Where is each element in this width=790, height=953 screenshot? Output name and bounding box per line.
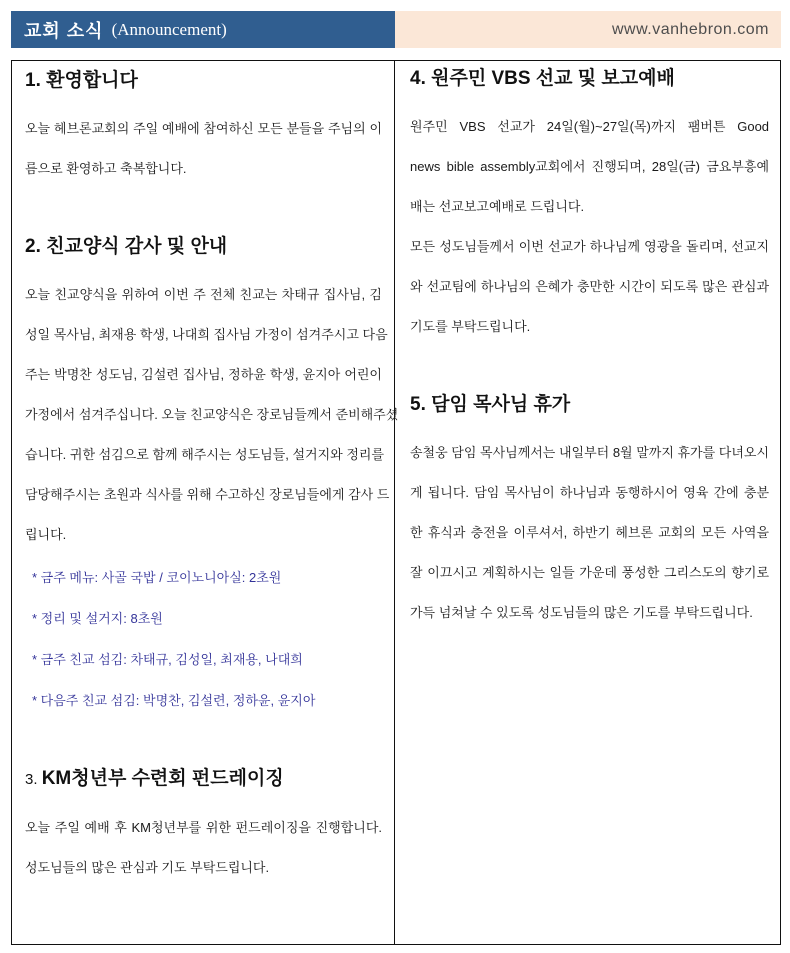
header-bar <box>11 11 781 48</box>
section-title: 1. 환영합니다 <box>25 70 138 91</box>
body-line: 모든 성도님들께서 이번 선교가 하나님께 영광을 돌리며, 선교지 <box>410 239 770 254</box>
body-line: 원주민 VBS 선교가 24일(월)~27일(목)까지 팸버튼 Good <box>410 119 770 134</box>
body-line: 한 휴식과 충전을 이루셔서, 하반기 헤브론 교회의 모든 사역을 <box>410 525 770 540</box>
section <box>410 65 769 347</box>
note-line: * 금주 메뉴: 사골 국밥 / 코이노니아실: 2초원 <box>32 570 282 585</box>
body-line: 오늘 헤브론교회의 주일 예배에 참여하신 모든 분들을 주님의 이 <box>25 121 382 136</box>
body-line: 송철웅 담임 목사님께서는 내일부터 8월 말까지 휴가를 다녀오시 <box>410 445 770 460</box>
body-line: 주는 박명찬 성도님, 김설련 집사님, 정하윤 학생, 윤지아 어린이 <box>25 367 382 382</box>
note-line: * 다음주 친교 섬김: 박명찬, 김설련, 정하윤, 윤지아 <box>32 693 316 708</box>
section <box>410 391 769 633</box>
body-line: 성일 목사님, 최재용 학생, 나대희 집사님 가정이 섬겨주시고 다음 <box>25 327 388 342</box>
body-line: 와 선교팀에 하나님의 은혜가 충만한 시간이 되도록 많은 관심과 <box>410 279 770 294</box>
body-line: 기도를 부탁드립니다. <box>410 319 531 334</box>
section-title: 2. 친교양식 감사 및 안내 <box>25 236 228 257</box>
body-line: 게 됩니다. 담임 목사님이 하나님과 동행하시어 영육 간에 충분 <box>410 485 770 500</box>
body-line: 오늘 주일 예배 후 KM청년부를 위한 펀드레이징을 진행합니다. <box>25 820 382 835</box>
section <box>25 67 382 189</box>
paragraph <box>25 275 399 555</box>
announcement-box <box>11 60 781 945</box>
notes-list <box>25 557 382 721</box>
section-number: 2. <box>25 236 47 257</box>
document-title-english: (Announcement) <box>111 19 227 39</box>
section <box>25 233 399 721</box>
section-title: 5. 담임 목사님 휴가 <box>410 394 571 415</box>
section-number: 5. <box>410 394 432 415</box>
body-line: news bible assembly교회에서 진행되며, 28일(금) 금요부흥예 <box>410 159 770 174</box>
website-banner <box>395 11 781 48</box>
paragraph <box>410 433 769 633</box>
document-title-banner <box>11 11 395 48</box>
body-line: 가득 넘쳐날 수 있도록 성도님들의 많은 기도를 부탁드립니다. <box>410 605 753 620</box>
document-title-korean: 교회 소식 <box>24 20 104 41</box>
body-line: 름으로 환영하고 축복합니다. <box>25 161 187 176</box>
left-column <box>12 61 399 944</box>
website-url: www.vanhebron.com <box>611 20 769 38</box>
body-line: 습니다. 귀한 섬김으로 함께 해주시는 성도님들, 설거지와 정리를 <box>25 447 385 462</box>
body-line: 가정에서 섬겨주십니다. 오늘 친교양식은 장로님들께서 준비해주셨 <box>25 407 399 422</box>
note-line: * 정리 및 설거지: 8초원 <box>32 611 163 626</box>
section-number: 3. <box>25 771 42 788</box>
paragraph <box>410 107 769 347</box>
paragraph <box>25 109 382 189</box>
section-number: 1. <box>25 70 47 91</box>
body-line: 잘 이끄시고 계획하시는 일들 가운데 풍성한 그리스도의 향기로 <box>410 565 770 580</box>
paragraph <box>25 808 382 888</box>
body-line: 배는 선교보고예배로 드립니다. <box>410 199 585 214</box>
section-title: 4. 원주민 VBS 선교 및 보고예배 <box>410 68 675 89</box>
body-line: 립니다. <box>25 527 67 542</box>
note-line: * 금주 친교 섬김: 차태규, 김성일, 최재용, 나대희 <box>32 652 303 667</box>
section <box>25 765 382 888</box>
section-number: 4. <box>410 68 432 89</box>
body-line: 성도님들의 많은 관심과 기도 부탁드립니다. <box>25 860 270 875</box>
section-title: 3. KM청년부 수련회 펀드레이징 <box>25 768 284 789</box>
right-column <box>395 61 781 944</box>
body-line: 오늘 친교양식을 위하여 이번 주 전체 친교는 차태규 집사님, 김 <box>25 287 382 302</box>
body-line: 담당해주시는 초원과 식사를 위해 수고하신 장로님들에게 감사 드 <box>25 487 390 502</box>
